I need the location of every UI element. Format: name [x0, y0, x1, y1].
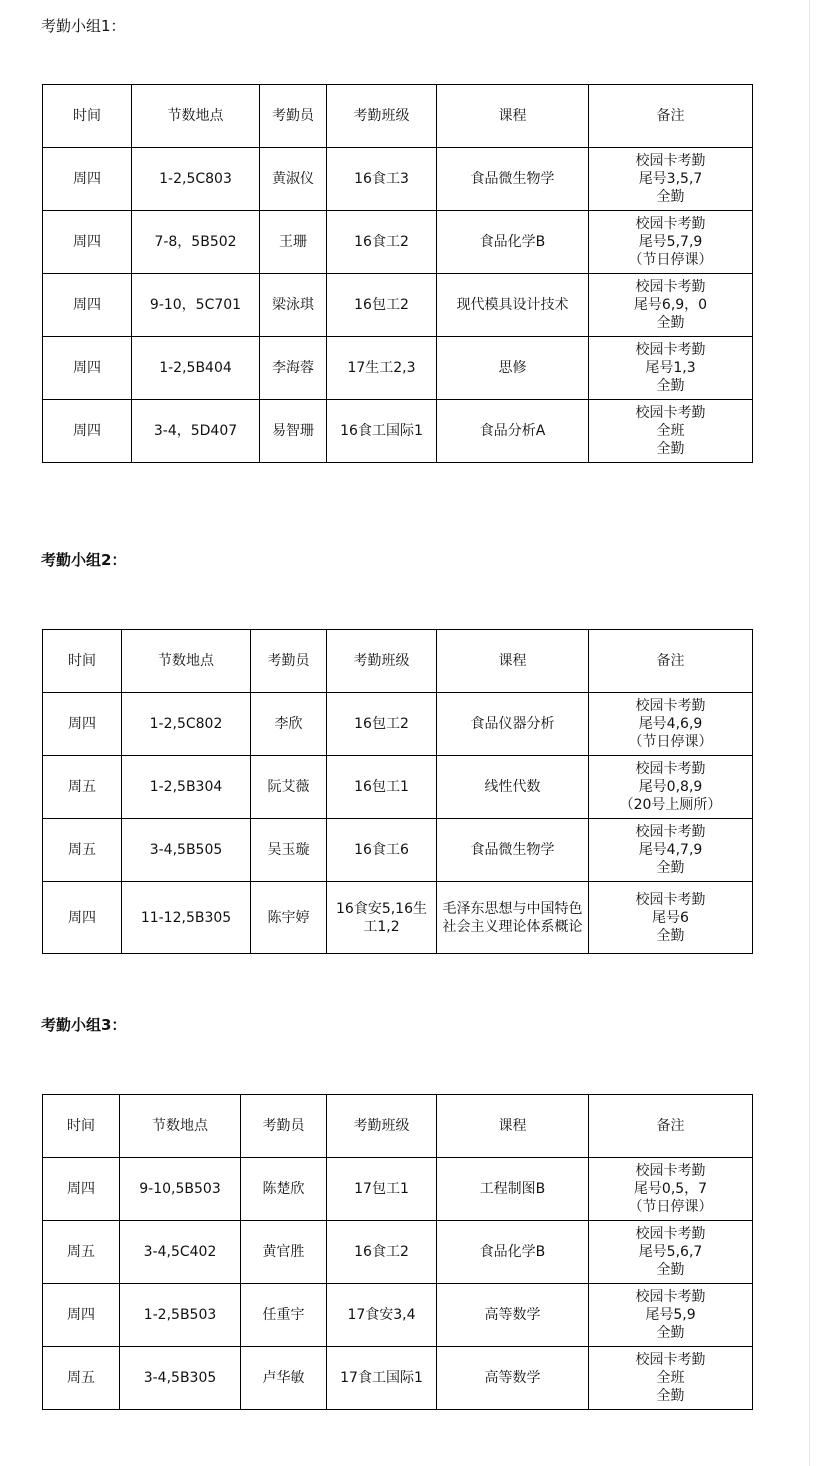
cell-checker: 黄官胜	[241, 1221, 327, 1284]
table-row	[43, 1284, 753, 1347]
note-line: 全班	[656, 423, 685, 439]
header-row	[43, 85, 753, 148]
cell-location: 3-4，5D407	[132, 400, 260, 463]
cell-time: 周四	[43, 148, 132, 211]
table-row	[43, 882, 753, 954]
cell-course: 食品仪器分析	[437, 693, 589, 756]
cell-class: 16食安5,16生工1,2	[327, 882, 437, 954]
cell-location: 3-4,5B505	[122, 819, 251, 882]
cell-location: 1-2,5B503	[120, 1284, 241, 1347]
note-line: 校园卡考勤	[635, 891, 706, 908]
note-line: 校园卡考勤	[635, 824, 706, 840]
cell-location: 1-2,5B304	[122, 756, 251, 819]
cell-time: 周四	[43, 1158, 120, 1221]
cell-course: 食品化学B	[437, 1221, 589, 1284]
cell-course: 高等数学	[437, 1284, 589, 1347]
cell-time: 周四	[43, 337, 132, 400]
cell-course: 线性代数	[437, 756, 589, 819]
cell-course: 食品化学B	[437, 211, 589, 274]
cell-location: 1-2,5C803	[132, 148, 260, 211]
cell-checker: 梁泳琪	[260, 274, 327, 337]
cell-class: 16食工6	[327, 819, 437, 882]
cell-course: 食品微生物学	[437, 819, 589, 882]
cell-class: 16包工2	[327, 693, 437, 756]
header-location: 节数地点	[120, 1095, 241, 1158]
cell-time: 周五	[43, 756, 122, 819]
note-line: 尾号5,9	[645, 1307, 696, 1323]
note-line: 全勤	[656, 927, 685, 944]
cell-class: 16食工2	[327, 1221, 437, 1284]
cell-note	[589, 274, 753, 337]
note-line: 校园卡考勤	[635, 216, 706, 232]
table-row	[43, 400, 753, 463]
cell-class: 17食工国际1	[327, 1347, 437, 1410]
table-row	[43, 337, 753, 400]
cell-class: 16食工3	[327, 148, 437, 211]
cell-course: 食品分析A	[437, 400, 589, 463]
cell-checker: 任重宇	[241, 1284, 327, 1347]
note-line: 校园卡考勤	[635, 1163, 706, 1179]
header-course: 课程	[437, 630, 589, 693]
note-line: 尾号0,5，7	[633, 1181, 708, 1197]
header-checker: 考勤员	[260, 85, 327, 148]
header-note: 备注	[589, 85, 753, 148]
group-1-table	[42, 84, 753, 463]
header-note: 备注	[589, 1095, 753, 1158]
note-line: 尾号4,7,9	[638, 842, 703, 858]
cell-checker: 王珊	[260, 211, 327, 274]
cell-location: 3-4,5C402	[120, 1221, 241, 1284]
page-edge-divider	[809, 0, 810, 1466]
table-row	[43, 274, 753, 337]
note-line: 全勤	[656, 860, 685, 876]
cell-checker: 李海蓉	[260, 337, 327, 400]
cell-location: 9-10,5B503	[120, 1158, 241, 1221]
cell-checker: 阮艾薇	[251, 756, 327, 819]
header-class: 考勤班级	[327, 1095, 437, 1158]
cell-course: 思修	[437, 337, 589, 400]
cell-class: 16食工国际1	[327, 400, 437, 463]
cell-note	[589, 1347, 753, 1410]
cell-class: 16包工1	[327, 756, 437, 819]
header-row	[43, 1095, 753, 1158]
header-course: 课程	[437, 85, 589, 148]
note-line: 尾号5,6,7	[638, 1244, 703, 1260]
cell-location: 1-2,5C802	[122, 693, 251, 756]
note-line: 校园卡考勤	[635, 1352, 706, 1368]
note-line: （20号上厕所）	[619, 797, 722, 813]
cell-class: 16食工2	[327, 211, 437, 274]
note-line: （节日停课）	[628, 1199, 713, 1215]
table-row	[43, 1158, 753, 1221]
note-line: 尾号1,3	[645, 360, 696, 376]
cell-checker: 易智珊	[260, 400, 327, 463]
cell-checker: 陈楚欣	[241, 1158, 327, 1221]
cell-time: 周五	[43, 1221, 120, 1284]
cell-course: 现代模具设计技术	[437, 274, 589, 337]
group-3-table	[42, 1094, 753, 1410]
note-line: 尾号6	[652, 909, 689, 926]
header-checker: 考勤员	[251, 630, 327, 693]
note-line: 校园卡考勤	[635, 761, 706, 777]
note-line: 尾号6,9，0	[633, 297, 708, 313]
cell-time: 周四	[43, 882, 122, 954]
cell-location: 9-10，5C701	[132, 274, 260, 337]
note-line: （节日停课）	[628, 734, 713, 750]
note-line: 全勤	[656, 1325, 685, 1341]
note-line: 校园卡考勤	[635, 405, 706, 421]
cell-note	[589, 148, 753, 211]
cell-time: 周五	[43, 819, 122, 882]
header-class: 考勤班级	[327, 85, 437, 148]
cell-note	[589, 1284, 753, 1347]
header-location: 节数地点	[122, 630, 251, 693]
cell-note	[589, 211, 753, 274]
group-2-table	[42, 629, 753, 954]
header-note: 备注	[589, 630, 753, 693]
table-row	[43, 1347, 753, 1410]
note-line: 尾号0,8,9	[638, 779, 703, 795]
cell-time: 周四	[43, 211, 132, 274]
cell-location: 7-8，5B502	[132, 211, 260, 274]
cell-note	[589, 819, 753, 882]
cell-time: 周四	[43, 400, 132, 463]
cell-course: 食品微生物学	[437, 148, 589, 211]
group-1-title: 考勤小组1：	[41, 17, 126, 35]
note-line: 全勤	[656, 315, 685, 331]
table-row	[43, 693, 753, 756]
header-time: 时间	[43, 1095, 120, 1158]
note-line: 校园卡考勤	[635, 153, 706, 169]
header-class: 考勤班级	[327, 630, 437, 693]
cell-location: 11-12,5B305	[122, 882, 251, 954]
cell-note	[589, 693, 753, 756]
cell-location: 1-2,5B404	[132, 337, 260, 400]
note-line: 尾号4,6,9	[638, 716, 703, 732]
cell-checker: 卢华敏	[241, 1347, 327, 1410]
header-checker: 考勤员	[241, 1095, 327, 1158]
note-line: 全勤	[656, 441, 685, 457]
cell-note	[589, 1158, 753, 1221]
note-line: 全勤	[656, 1388, 685, 1404]
cell-note	[589, 1221, 753, 1284]
cell-checker: 李欣	[251, 693, 327, 756]
note-line: 校园卡考勤	[635, 342, 706, 358]
cell-time: 周四	[43, 693, 122, 756]
cell-time: 周四	[43, 274, 132, 337]
header-course: 课程	[437, 1095, 589, 1158]
header-time: 时间	[43, 630, 122, 693]
cell-note	[589, 400, 753, 463]
cell-class: 17食安3,4	[327, 1284, 437, 1347]
table-row	[43, 819, 753, 882]
cell-note	[589, 337, 753, 400]
group-2-title: 考勤小组2：	[41, 551, 127, 569]
header-row	[43, 630, 753, 693]
cell-class: 17包工1	[327, 1158, 437, 1221]
cell-note	[589, 756, 753, 819]
note-line: 尾号3,5,7	[638, 171, 703, 187]
cell-checker: 陈宇婷	[251, 882, 327, 954]
note-line: 尾号5,7,9	[638, 234, 703, 250]
group-3-title: 考勤小组3：	[41, 1016, 127, 1034]
cell-time: 周四	[43, 1284, 120, 1347]
note-line: 全班	[656, 1370, 685, 1386]
cell-course: 高等数学	[437, 1347, 589, 1410]
header-location: 节数地点	[132, 85, 260, 148]
cell-checker: 吴玉璇	[251, 819, 327, 882]
cell-class: 17生工2,3	[327, 337, 437, 400]
cell-course: 毛泽东思想与中国特色社会主义理论体系概论	[437, 882, 589, 954]
cell-location: 3-4,5B305	[120, 1347, 241, 1410]
table-row	[43, 148, 753, 211]
note-line: （节日停课）	[628, 252, 713, 268]
cell-time: 周五	[43, 1347, 120, 1410]
cell-course: 工程制图B	[437, 1158, 589, 1221]
table-row	[43, 211, 753, 274]
note-line: 校园卡考勤	[635, 1289, 706, 1305]
table-row	[43, 756, 753, 819]
note-line: 全勤	[656, 189, 685, 205]
table-row	[43, 1221, 753, 1284]
cell-note	[589, 882, 753, 954]
cell-class: 16包工2	[327, 274, 437, 337]
note-line: 校园卡考勤	[635, 279, 706, 295]
header-time: 时间	[43, 85, 132, 148]
cell-checker: 黄淑仪	[260, 148, 327, 211]
note-line: 校园卡考勤	[635, 1226, 706, 1242]
note-line: 全勤	[656, 1262, 685, 1278]
note-line: 全勤	[656, 378, 685, 394]
note-line: 校园卡考勤	[635, 698, 706, 714]
